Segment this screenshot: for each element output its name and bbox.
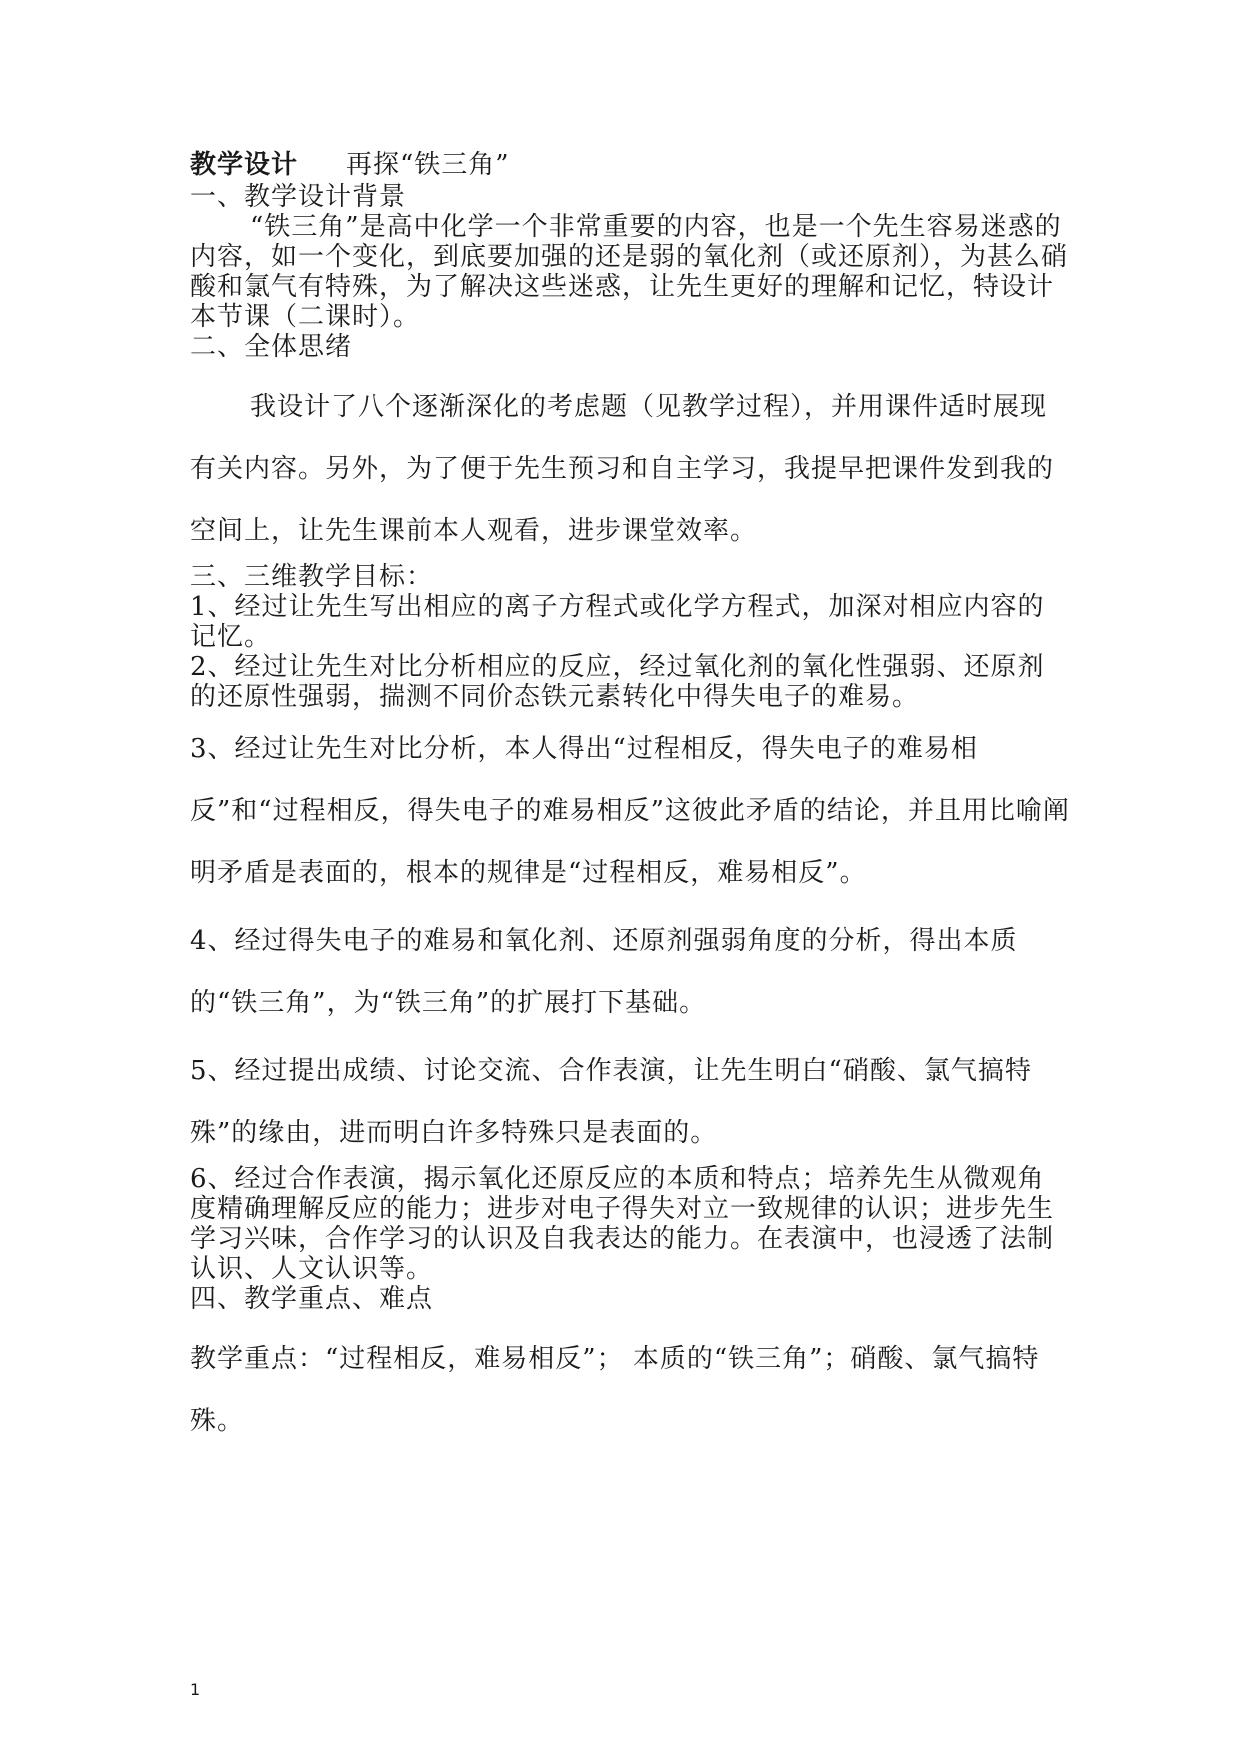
goal-3: 3、经过让先生对比分析，本人得出“过程相反，得失电子的难易相反”和“过程相反，得失电子的难易相反”这彼此矛盾的结论，并且用比喻阐明矛盾是表面的，根本的规律是“过程相反，难易相反”。 (190, 734, 1070, 888)
document-title (190, 148, 1070, 182)
goal-2: 2、经过让先生对比分析相应的反应，经过氧化剂的氧化性强弱、还原剂的还原性强弱，揣测不同价态铁元素转化中得失电子的难易。 (190, 652, 1045, 712)
page-number: 1 (190, 1680, 201, 1699)
goal-6: 6、经过合作表演，揭示氧化还原反应的本质和特点；培养先生从微观角度精确理解反应的能力；进步对电子得失对立一致规律的认识；进步先生学习兴味，合作学习的认识及自我表达的能力。在表演中，也浸透了法制认识、人文认识等。 (190, 1164, 1055, 1284)
section-3-heading: 三、三维教学目标： (190, 562, 434, 592)
goal-4: 4、经过得失电子的难易和氧化剂、还原剂强弱角度的分析，得出本质的“铁三角”，为“铁三角”的扩展打下基础。 (190, 926, 1018, 1018)
key-points: 教学重点：“过程相反，难易相反”； 本质的“铁三角”；硝酸、氯气搞特殊。 (190, 1344, 1040, 1436)
section-2-body: 我设计了八个逐渐深化的考虑题（见教学过程），并用课件适时展现有关内容。另外，为了便于先生预习和自主学习，我提早把课件发到我的空间上，让先生课前本人观看，进步课堂效率。 (190, 392, 1055, 546)
document-body (190, 148, 1070, 1452)
goal-5: 5、经过提出成绩、讨论交流、合作表演，让先生明白“硝酸、氯气搞特殊”的缘由，进而明白许多特殊只是表面的。 (190, 1056, 1032, 1148)
title-main: 教学设计 (190, 150, 299, 180)
section-1-body: “铁三角”是高中化学一个非常重要的内容，也是一个先生容易迷惑的内容，如一个变化，到底要加强的还是弱的氧化剂（或还原剂），为甚么硝酸和氯气有特殊，为了解决这些迷惑，让先生更好的理解和记忆，特设计本节课（二课时）。 (190, 212, 1069, 332)
section-2-heading: 二、全体思绪 (190, 332, 353, 362)
section-4-heading: 四、教学重点、难点 (190, 1284, 434, 1314)
goal-1: 1、经过让先生写出相应的离子方程式或化学方程式，加深对相应内容的记忆。 (190, 592, 1045, 652)
section-1-heading: 一、教学设计背景 (190, 182, 407, 212)
title-sub: 再探“铁三角” (346, 150, 510, 180)
